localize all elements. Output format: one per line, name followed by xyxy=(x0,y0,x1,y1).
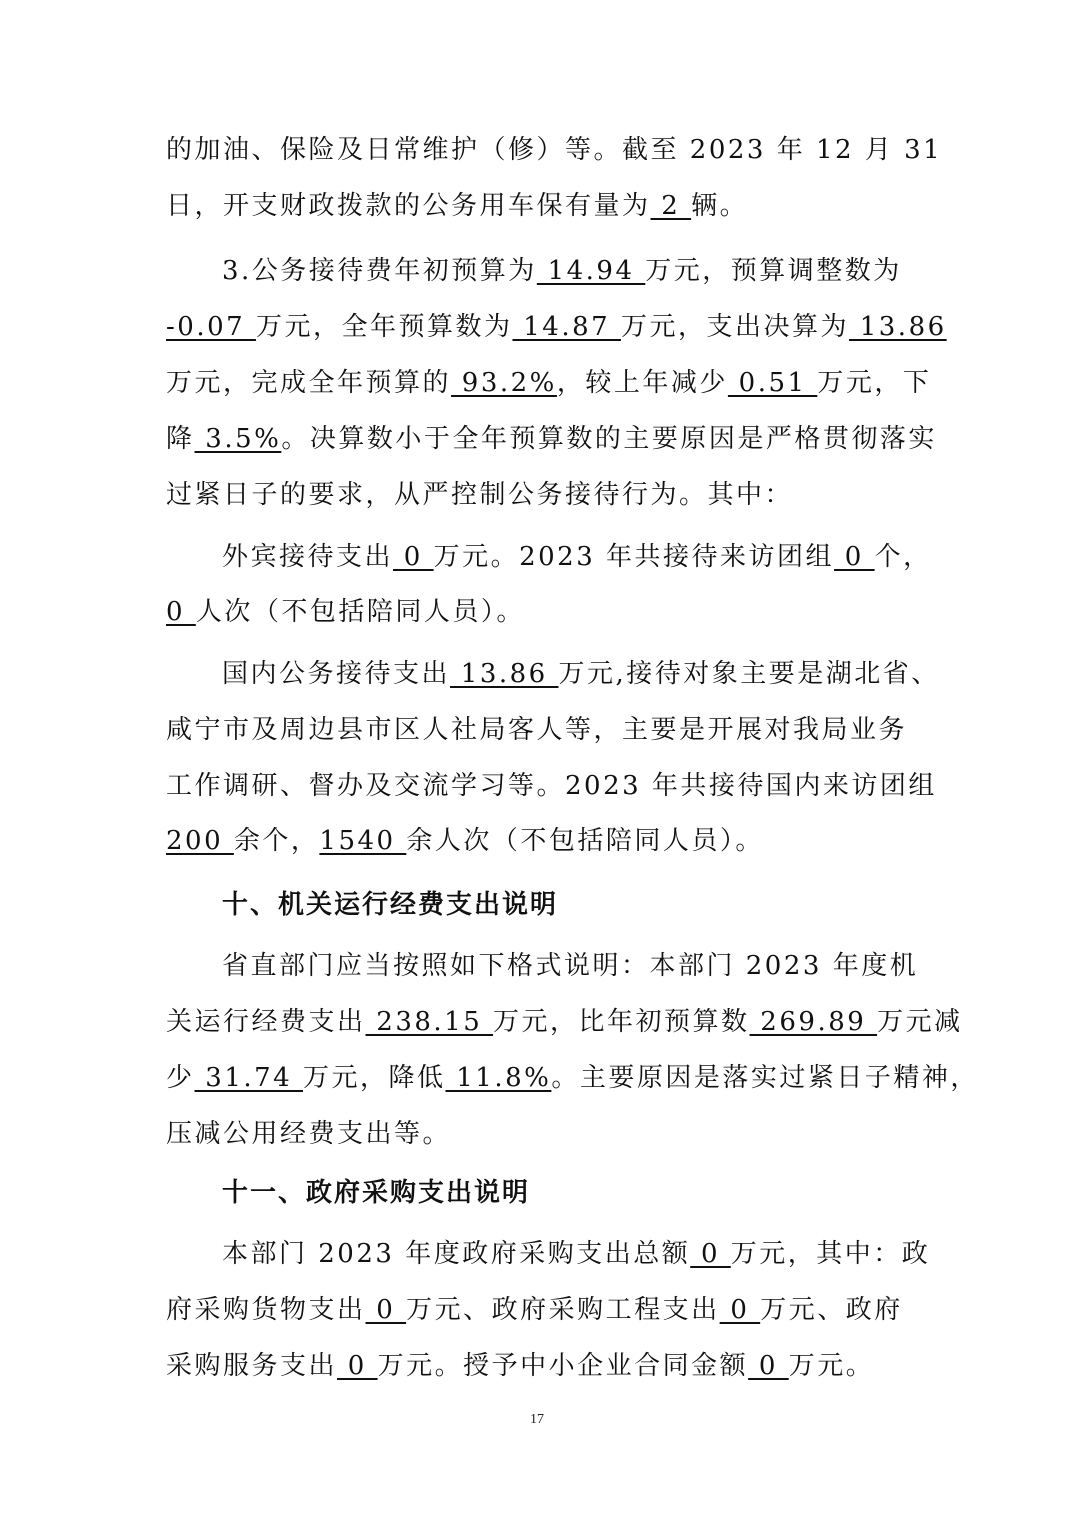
text-line: 万元，完成全年预算的 93.2%，较上年减少 0.51 万元，下 xyxy=(166,368,932,398)
text-line: 降 3.5%。决算数小于全年预算数的主要原因是严格贯彻落实 xyxy=(166,424,937,454)
domestic-persons: 1540 xyxy=(319,826,407,856)
text-line: 国内公务接待支出 13.86 万元,接待对象主要是湖北省、 xyxy=(222,659,940,689)
vehicle-count: 2 xyxy=(650,191,692,221)
operating-decrease: 31.74 xyxy=(194,1063,303,1093)
text-line: 关运行经费支出 238.15 万元，比年初预算数 269.89 万元减 xyxy=(166,1007,963,1037)
reception-decrease: 0.51 xyxy=(727,368,818,398)
sme-contract-amount: 0 xyxy=(748,1351,789,1381)
page-number: 17 xyxy=(530,1412,544,1427)
text-line: -0.07 万元，全年预算数为 14.87 万元，支出决算为 13.86 xyxy=(166,312,947,342)
procurement-works: 0 xyxy=(719,1295,761,1325)
text-line: 咸宁市及周边县市区人社局客人等，主要是开展对我局业务 xyxy=(166,715,908,745)
text-line: 压减公用经费支出等。 xyxy=(166,1119,452,1149)
operating-initial-budget: 269.89 xyxy=(749,1007,878,1037)
text-line: 的加油、保险及日常维护（修）等。截至 2023 年 12 月 31 xyxy=(166,135,943,165)
domestic-reception-expense: 13.86 xyxy=(450,659,559,689)
procurement-services: 0 xyxy=(337,1351,378,1381)
text-line: 200 余个，1540 余人次（不包括陪同人员）。 xyxy=(166,826,764,856)
text-line: 外宾接待支出 0 万元。2023 年共接待来访团组 0 个， xyxy=(222,542,932,572)
text-line: 府采购货物支出 0 万元、政府采购工程支出 0 万元、政府 xyxy=(166,1295,903,1325)
text-line: 省直部门应当按照如下格式说明：本部门 2023 年度机 xyxy=(222,951,919,981)
text-line: 工作调研、督办及交流学习等。2023 年共接待国内来访团组 xyxy=(166,771,937,801)
text-line: 0 人次（不包括陪同人员）。 xyxy=(166,597,525,627)
text-line: 少 31.74 万元，降低 11.8%。主要原因是落实过紧日子精神， xyxy=(166,1063,979,1093)
reception-final-account: 13.86 xyxy=(848,312,947,342)
reception-annual-budget: 14.87 xyxy=(512,312,621,342)
text-line: 日，开支财政拨款的公务用车保有量为 2 辆。 xyxy=(166,191,749,221)
reception-decline-rate: 3.5% xyxy=(194,424,282,454)
procurement-total: 0 xyxy=(690,1239,731,1269)
section-heading-11: 十一、政府采购支出说明 xyxy=(222,1178,531,1208)
reception-adjustment: -0.07 xyxy=(166,312,256,342)
procurement-goods: 0 xyxy=(365,1295,407,1325)
foreign-groups: 0 xyxy=(834,542,875,572)
operating-expense: 238.15 xyxy=(365,1007,494,1037)
domestic-groups: 200 xyxy=(166,826,234,856)
reception-completion-rate: 93.2% xyxy=(451,368,557,398)
text-line: 本部门 2023 年度政府采购支出总额 0 万元，其中：政 xyxy=(222,1239,931,1269)
text-line: 3.公务接待费年初预算为 14.94 万元，预算调整数为 xyxy=(222,256,902,286)
operating-decline-rate: 11.8% xyxy=(445,1063,552,1093)
reception-initial-budget: 14.94 xyxy=(536,256,646,286)
text-line: 采购服务支出 0 万元。授予中小企业合同金额 0 万元。 xyxy=(166,1351,875,1381)
foreign-reception-expense: 0 xyxy=(393,542,434,572)
text-line: 过紧日子的要求，从严控制公务接待行为。其中： xyxy=(166,480,794,510)
section-heading-10: 十、机关运行经费支出说明 xyxy=(222,890,559,920)
foreign-persons: 0 xyxy=(166,597,196,627)
